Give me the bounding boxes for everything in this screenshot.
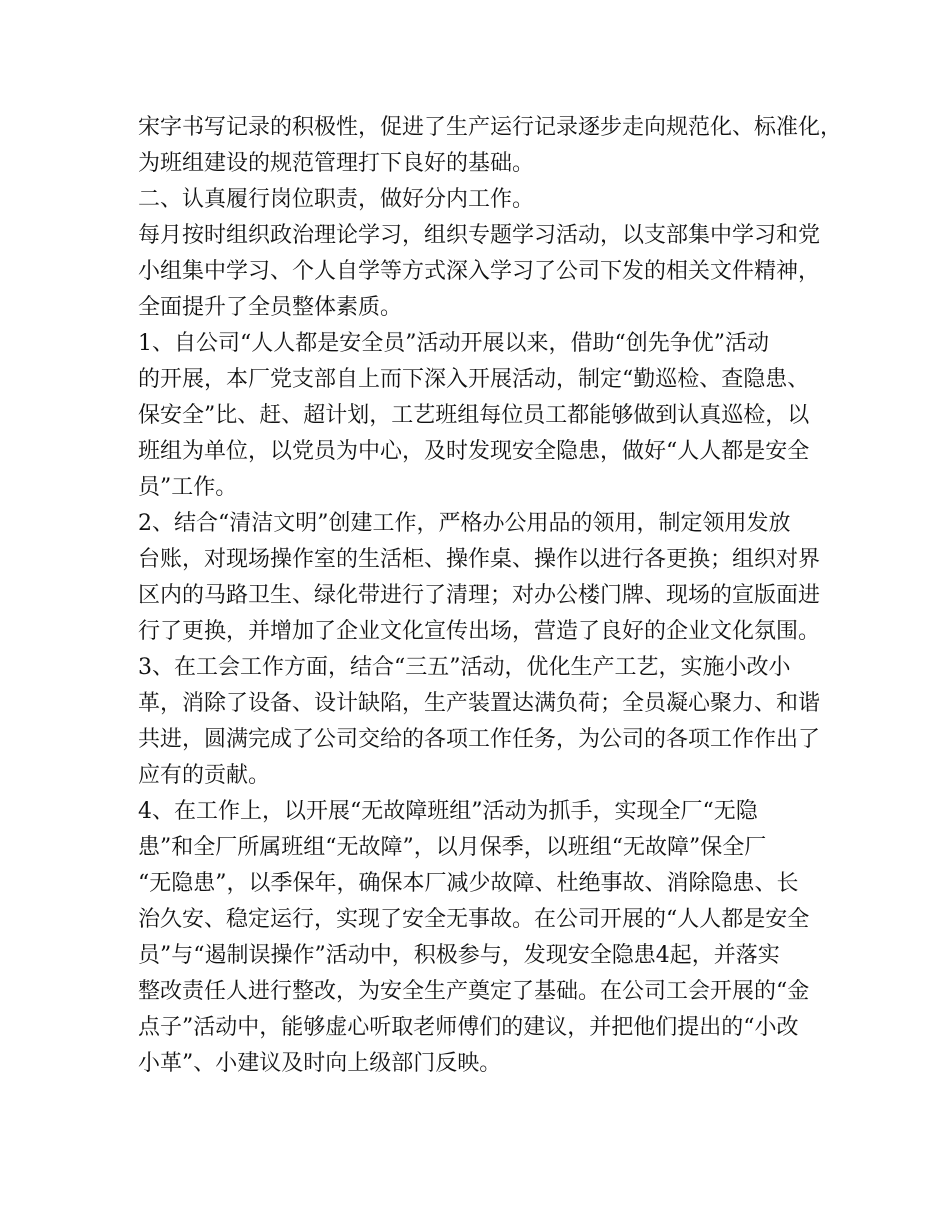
text-line: 治久安、稳定运行，实现了安全无事故。在公司开展的“人人都是安全 <box>138 907 810 932</box>
text-line: 员”与“遏制误操作”活动中，积极参与，发现安全隐患4起，并落实 <box>138 943 780 968</box>
text-line: 整改责任人进行整改，为安全生产奠定了基础。在公司工会开展的“金 <box>138 979 810 1004</box>
text-line: 员”工作。 <box>138 475 238 500</box>
para-item-3 <box>138 650 828 794</box>
text-line: 每月按时组织政治理论学习，组织专题学习活动，以支部集中学习和党 <box>138 223 821 248</box>
text-line: 应有的贡献。 <box>138 763 271 788</box>
para-item-4 <box>138 794 828 1082</box>
para-intro-continuation <box>138 110 843 182</box>
para-political-study <box>138 218 828 326</box>
text-line: 台账，对现场操作室的生活柜、操作桌、操作以进行各更换；组织对界 <box>138 547 821 572</box>
text-line: 点子”活动中，能够虚心听取老师傅们的建议，并把他们提出的“小改 <box>138 1015 799 1040</box>
text-line: 4、在工作上，以开展“无故障班组”活动为抓手，实现全厂“无隐 <box>138 799 758 824</box>
text-line: 行了更换，并增加了企业文化宣传出场，营造了良好的企业文化氛围。 <box>138 619 821 644</box>
section-heading-2 <box>138 182 828 218</box>
text-line: 的开展，本厂党支部自上而下深入开展活动，制定“勤巡检、查隐患、 <box>138 367 810 392</box>
text-line: 区内的马路卫生、绿化带进行了清理；对办公楼门牌、现场的宣版面进 <box>138 583 821 608</box>
text-line: 1、自公司“人人都是安全员”活动开展以来，借助“创先争优”活动 <box>138 331 769 356</box>
text-line: 班组为单位，以党员为中心，及时发现安全隐患，做好“人人都是安全 <box>138 439 810 464</box>
section-heading: 二、认真履行岗位职责，做好分内工作。 <box>138 187 535 212</box>
text-line: 为班组建设的规范管理打下良好的基础。 <box>138 151 535 176</box>
text-line: 2、结合“清洁文明”创建工作，严格办公用品的领用，制定领用发放 <box>138 511 791 536</box>
text-line: 宋字书写记录的积极性，促进了生产运行记录逐步走向规范化、标准化， <box>138 115 843 140</box>
text-line: 小革”、小建议及时向上级部门反映。 <box>138 1051 502 1076</box>
text-line: 小组集中学习、个人自学等方式深入学习了公司下发的相关文件精神， <box>138 259 821 284</box>
text-line: 全面提升了全员整体素质。 <box>138 295 403 320</box>
text-line: 患”和全厂所属班组“无故障”，以月保季，以班组“无故障”保全厂 <box>138 835 767 860</box>
text-line: 保安全”比、赶、超计划，工艺班组每位员工都能够做到认真巡检，以 <box>138 403 810 428</box>
text-line: “无隐患”，以季保年，确保本厂减少故障、杜绝事故、消除隐患、长 <box>138 871 799 896</box>
para-item-2 <box>138 506 828 650</box>
text-line: 3、在工会工作方面，结合“三五”活动，优化生产工艺，实施小改小 <box>138 655 791 680</box>
text-line: 革，消除了设备、设计缺陷，生产装置达满负荷；全员凝心聚力、和谐 <box>138 691 821 716</box>
text-line: 共进，圆满完成了公司交给的各项工作任务，为公司的各项工作作出了 <box>138 727 821 752</box>
document-body <box>138 110 843 1082</box>
para-item-1 <box>138 326 828 506</box>
